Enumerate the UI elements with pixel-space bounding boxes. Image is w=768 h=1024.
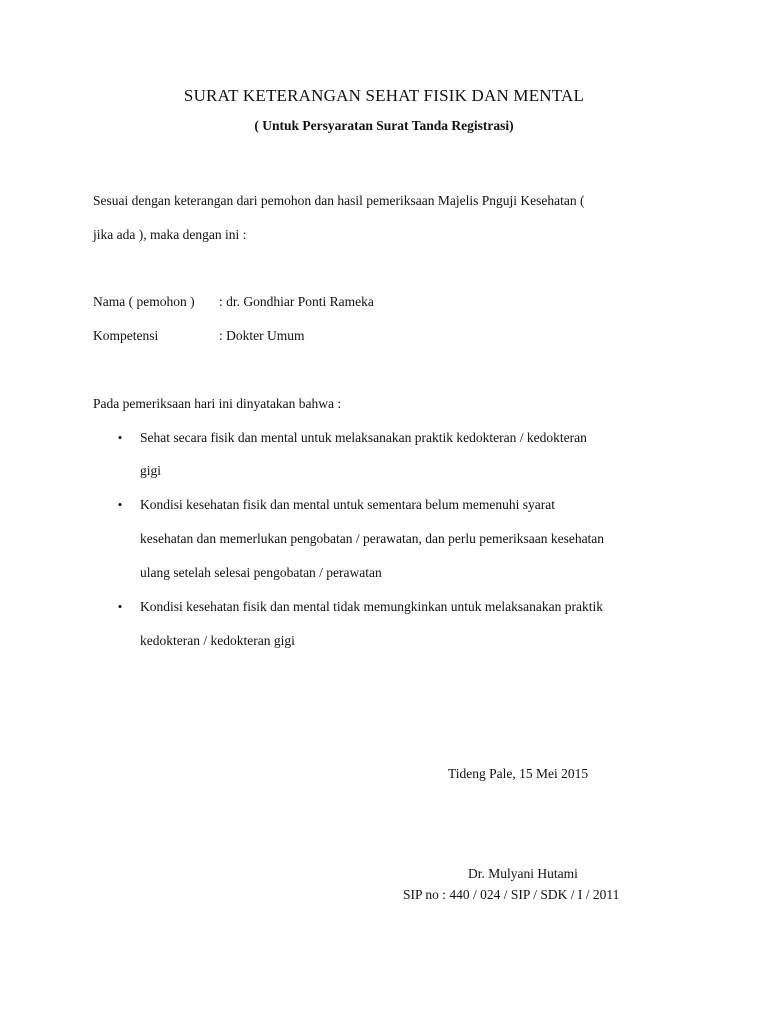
- document-title: SURAT KETERANGAN SEHAT FISIK DAN MENTAL: [183, 86, 585, 105]
- bullet-1-line-1: Sehat secara fisik dan mental untuk melaksanakan praktik kedokteran / kedokteran: [140, 430, 587, 445]
- bullet-3-line-1: Kondisi kesehatan fisik dan mental tidak memungkinkan untuk melaksanakan praktik: [140, 599, 604, 614]
- bullet-icon: •: [117, 599, 123, 614]
- bullet-icon: •: [117, 430, 123, 445]
- bullet-2-line-3: ulang setelah selesai pengobatan / perawatan: [140, 565, 382, 580]
- signatory-name: Dr. Mulyani Hutami: [468, 866, 578, 881]
- nama-value: : dr. Gondhiar Ponti Rameka: [219, 294, 374, 309]
- bullet-3-line-2: kedokteran / kedokteran gigi: [140, 633, 295, 648]
- place-date: Tideng Pale, 15 Mei 2015: [448, 766, 589, 781]
- nama-label: Nama ( pemohon ): [93, 294, 195, 309]
- kompetensi-label: Kompetensi: [93, 328, 159, 343]
- signatory-sip: SIP no : 440 / 024 / SIP / SDK / I / 2011: [403, 887, 620, 902]
- bullet-2-line-1: Kondisi kesehatan fisik dan mental untuk sementara belum memenuhi syarat: [140, 497, 556, 512]
- document-subtitle: ( Untuk Persyaratan Surat Tanda Registrasi): [254, 118, 514, 133]
- bullet-1-line-2: gigi: [140, 463, 162, 478]
- kompetensi-value: : Dokter Umum: [219, 328, 305, 343]
- intro-line-1: Sesuai dengan keterangan dari pemohon dan hasil pemeriksaan Majelis Pnguji Kesehatan (: [93, 193, 585, 208]
- bullet-icon: •: [117, 497, 123, 512]
- intro-line-2: jika ada ), maka dengan ini :: [93, 227, 247, 242]
- bullet-2-line-2: kesehatan dan memerlukan pengobatan / perawatan, dan perlu pemeriksaan kesehatan: [140, 531, 605, 546]
- statement-intro: Pada pemeriksaan hari ini dinyatakan bahwa :: [93, 396, 342, 411]
